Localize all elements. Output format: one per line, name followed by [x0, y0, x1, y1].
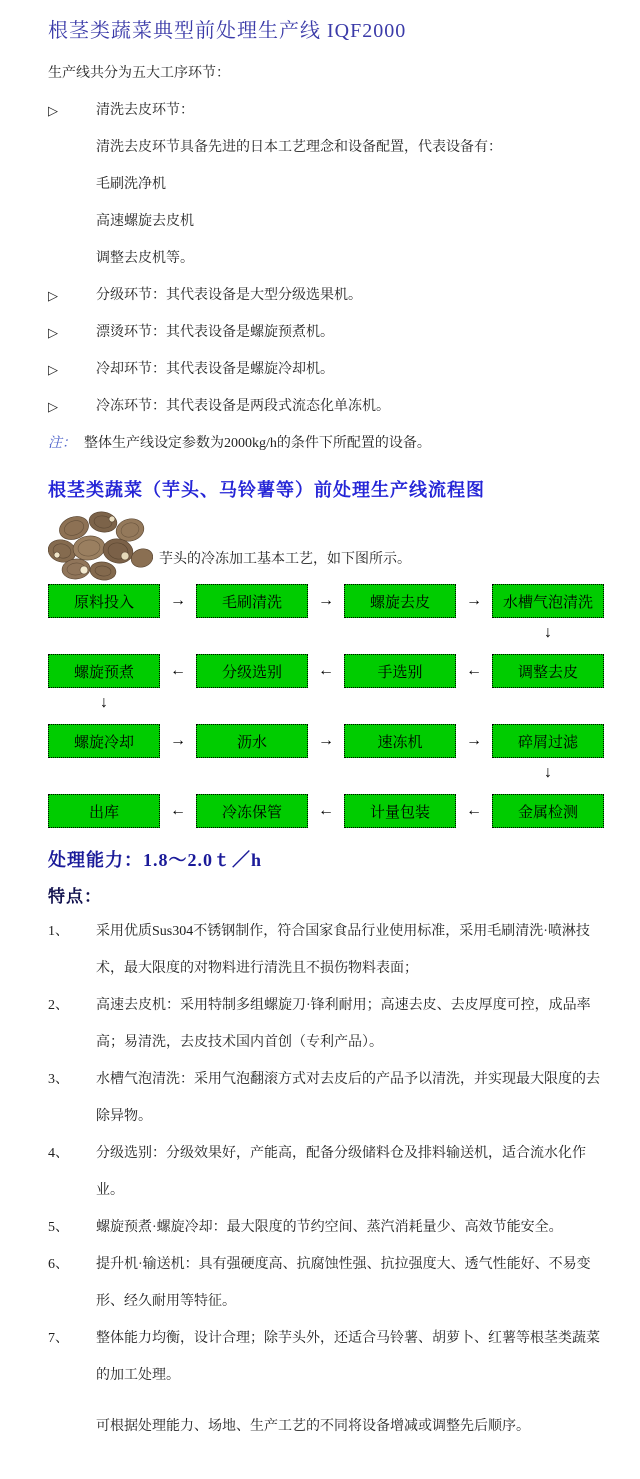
feature-number: 1、 — [48, 924, 69, 939]
feature-text: 整体能力均衡，设计合理；除芋头外，还适合马铃薯、胡萝卜、红薯等根茎类蔬菜的加工处理。 — [96, 1331, 600, 1383]
intro-line: 生产线共分为五大工序环节： — [48, 66, 230, 81]
arrow-right-icon: → — [170, 592, 186, 609]
flow-box-grade-sort: 分级选别 — [196, 654, 308, 688]
flow-box-bubble-wash: 水槽气泡清洗 — [492, 584, 604, 618]
feature-item-1 — [48, 913, 606, 987]
taro-caption-row — [48, 506, 606, 582]
feature-text: 分级选别：分级效果好，产能高，配备分级储料仓及排料输送机，适合流水化作业。 — [96, 1146, 586, 1198]
flow-box-spiral-peel: 螺旋去皮 — [344, 584, 456, 618]
feature-number: 2、 — [48, 998, 69, 1013]
bullet-label: 冷冻环节：其代表设备是两段式流态化单冻机。 — [96, 399, 390, 414]
flow-box-raw-input: 原料投入 — [48, 584, 160, 618]
page-title: 根茎类蔬菜典型前处理生产线 IQF2000 — [48, 20, 407, 42]
flow-box-weigh-pack: 计量包装 — [344, 794, 456, 828]
feature-number: 6、 — [48, 1257, 69, 1272]
sub-item: 调整去皮机等。 — [96, 251, 194, 266]
arrow-right-icon: → — [466, 732, 482, 749]
arrow-down-icon: ↓ — [544, 764, 552, 781]
feature-item-5 — [48, 1209, 606, 1246]
arrow-right-icon: → — [318, 592, 334, 609]
sub-item: 清洗去皮环节具备先进的日本工艺理念和设备配置，代表设备有： — [96, 140, 502, 155]
triangle-bullet-icon: ▷ — [48, 362, 58, 377]
flow-box-metal-detect: 金属检测 — [492, 794, 604, 828]
feature-item-4 — [48, 1135, 606, 1209]
triangle-bullet-icon: ▷ — [48, 103, 58, 118]
feature-number: 7、 — [48, 1331, 69, 1346]
note-line — [48, 425, 606, 462]
bullet-label: 分级环节：其代表设备是大型分级选果机。 — [96, 288, 362, 303]
flow-box-adjust-peel: 调整去皮 — [492, 654, 604, 688]
flow-box-frozen-storage: 冷冻保管 — [196, 794, 308, 828]
bullet-item-blanching — [48, 314, 606, 351]
flow-box-spiral-precook: 螺旋预煮 — [48, 654, 160, 688]
arrow-left-icon: ← — [466, 802, 482, 819]
flow-box-brush-wash: 毛刷清洗 — [196, 584, 308, 618]
flowchart-heading: 根茎类蔬菜（芋头、马铃薯等）前处理生产线流程图 — [48, 480, 485, 500]
bullet-item-cooling — [48, 351, 606, 388]
feature-number: 3、 — [48, 1072, 69, 1087]
arrow-right-icon: → — [170, 732, 186, 749]
feature-text: 螺旋预煮·螺旋冷却：最大限度的节约空间、蒸汽消耗量少、高效节能安全。 — [96, 1220, 563, 1235]
bullet-item-wash-peel — [48, 92, 606, 129]
footer-note: 可根据处理能力、场地、生产工艺的不同将设备增减或调整先后顺序。 — [96, 1419, 530, 1434]
flow-box-hand-sort: 手选别 — [344, 654, 456, 688]
bullet-label: 清洗去皮环节： — [96, 103, 194, 118]
flow-box-spiral-cool: 螺旋冷却 — [48, 724, 160, 758]
note-text: 整体生产线设定参数为2000kg/h的条件下所配置的设备。 — [84, 436, 431, 451]
sub-item: 毛刷洗净机 — [96, 177, 166, 192]
flow-gap-2 — [48, 688, 604, 724]
triangle-bullet-icon: ▷ — [48, 399, 58, 414]
feature-text: 采用优质Sus304不锈钢制作，符合国家食品行业使用标准，采用毛刷清洗·喷淋技术，最大限度的对物料进行清洗且不损伤物料表面； — [96, 924, 590, 976]
bullet-label: 漂烫环节：其代表设备是螺旋预煮机。 — [96, 325, 334, 340]
feature-item-2 — [48, 987, 606, 1061]
capacity-line: 处理能力：1.8～2.0ｔ／h — [48, 850, 263, 870]
bullet-item-freezing — [48, 388, 606, 425]
arrow-left-icon: ← — [318, 802, 334, 819]
feature-item-3 — [48, 1061, 606, 1135]
flow-row-3 — [48, 724, 604, 758]
flow-box-quick-freezer: 速冻机 — [344, 724, 456, 758]
feature-text: 高速去皮机：采用特制多组螺旋刀·锋利耐用；高速去皮、去皮厚度可控，成品率高；易清洗，去皮技术国内首创（专利产品）。 — [96, 998, 591, 1050]
taro-caption: 芋头的冷冻加工基本工艺，如下图所示。 — [159, 552, 411, 567]
taro-photo — [48, 506, 153, 582]
flow-gap-1 — [48, 618, 604, 654]
flow-gap-3 — [48, 758, 604, 794]
arrow-left-icon: ← — [170, 802, 186, 819]
sub-item: 高速螺旋去皮机 — [96, 214, 194, 229]
triangle-bullet-icon: ▷ — [48, 325, 58, 340]
arrow-left-icon: ← — [466, 662, 482, 679]
flow-box-debris-filter: 碎屑过滤 — [492, 724, 604, 758]
bullet-label: 冷却环节：其代表设备是螺旋冷却机。 — [96, 362, 334, 377]
process-flowchart — [48, 584, 604, 828]
note-prefix: 注： — [48, 436, 76, 451]
arrow-down-icon: ↓ — [544, 624, 552, 641]
feature-item-7 — [48, 1320, 606, 1394]
flow-box-drain: 沥水 — [196, 724, 308, 758]
feature-number: 4、 — [48, 1146, 69, 1161]
flow-row-4 — [48, 794, 604, 828]
triangle-bullet-icon: ▷ — [48, 288, 58, 303]
feature-number: 5、 — [48, 1220, 69, 1235]
arrow-left-icon: ← — [318, 662, 334, 679]
arrow-right-icon: → — [318, 732, 334, 749]
flow-box-outbound: 出库 — [48, 794, 160, 828]
feature-item-6 — [48, 1246, 606, 1320]
feature-text: 提升机·输送机：具有强硬度高、抗腐蚀性强、抗拉强度大、透气性能好、不易变形、经久耐用等特征。 — [96, 1257, 591, 1309]
features-heading: 特点： — [48, 887, 102, 906]
flow-row-1 — [48, 584, 604, 618]
arrow-left-icon: ← — [170, 662, 186, 679]
feature-text: 水槽气泡清洗：采用气泡翻滚方式对去皮后的产品予以清洗，并实现最大限度的去除异物。 — [96, 1072, 600, 1124]
arrow-right-icon: → — [466, 592, 482, 609]
bullet-item-grading — [48, 277, 606, 314]
flow-row-2 — [48, 654, 604, 688]
arrow-down-icon: ↓ — [100, 694, 108, 711]
